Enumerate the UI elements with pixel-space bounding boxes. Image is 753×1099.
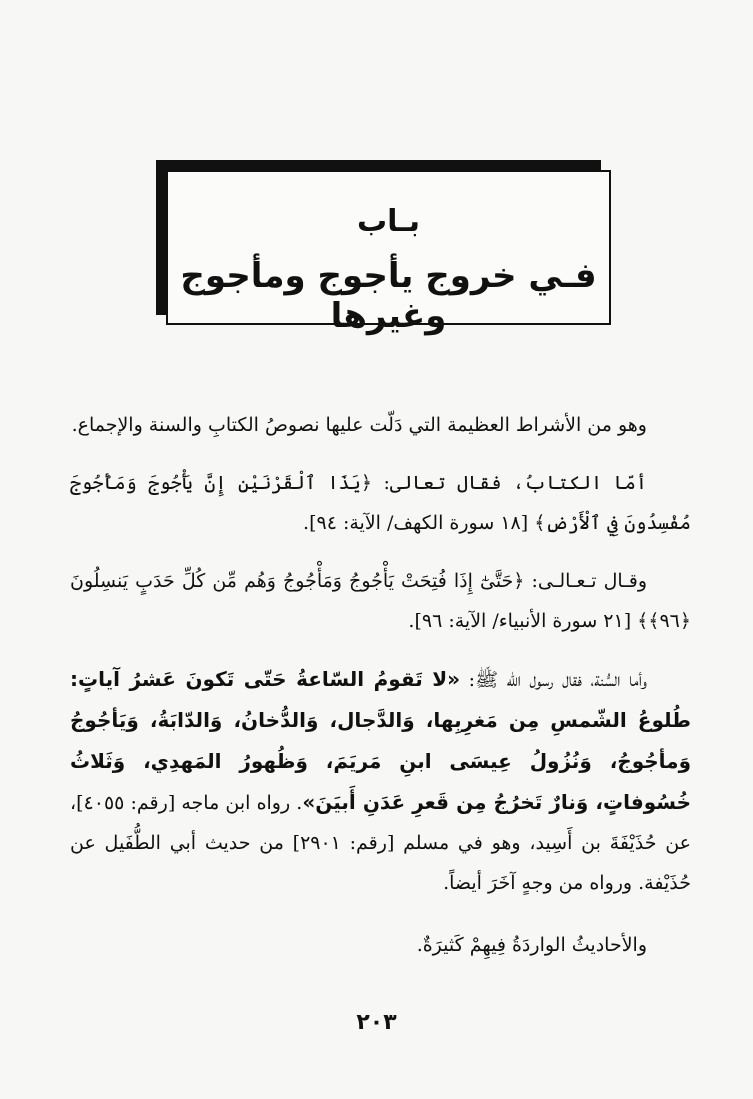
chapter-heading: بـاب — [357, 204, 420, 239]
hadith-text: «لا تَقومُ السّاعةُ حَتّى تَكونَ عَشرُ آياتٍ: طُلوعُ الشّمسِ مِن مَغرِبِها، وَالدَّجال، وَالدُّخانُ، وَالدّابَةُ، وَيَأجُوجُ وَمأجُوجُ، وَنُزُولُ عِيسَى ابنِ مَريَمَ، وَظُهورُ المَهدِي، وَثَلاثُ خُسُوفاتٍ، وَنارٌ تَخرُجُ مِن قَعرِ عَدَنِ أَبيَنَ» — [70, 667, 691, 814]
anbiya-lead: وقـال تـعـالـى: — [524, 570, 648, 592]
kahf-paragraph — [70, 463, 691, 543]
anbiya-paragraph — [70, 561, 691, 641]
hadith-source: . رواه ابن ماجه [رقم: ٤٠٥٥]، عن حُذَيْفَةَ بن أَسِيد، وهو في مسلم [رقم: ٢٩٠١] من حديث أبي الطُّفَيل عن حُذَيْفة. ورواه من وجهٍ آخَرَ أيضاً. — [70, 792, 691, 894]
chapter-title: فـي خروج يأجوج ومأجوج وغيرها — [180, 256, 597, 336]
kahf-verse: ﴿يَذَا ٱلْقَرْنَيْنِ إِنَّ يَأْجُوجَ وَمَأْجُوجَ مُفْسِدُونَ فِي ٱلْأَرْضِ﴾ — [70, 472, 691, 534]
intro-paragraph: وهو من الأشراط العظيمة التي دَلّت عليها نصوصُ الكتابِ والسنة والإجماع. — [71, 414, 647, 436]
closing-paragraph: والأحاديثُ الواردَةُ فِيهِمْ كَثيرَةٌ. — [416, 934, 647, 956]
sunnah-paragraph — [70, 659, 691, 903]
anbiya-verse: ﴿حَتَّىٰٓ إِذَا فُتِحَتْ يَأْجُوجُ وَمَأْجُوجُ وَهُم مِّن كُلِّ حَدَبٍ يَنسِلُونَ ﴿٩٦﴾﴾ — [70, 570, 691, 632]
anbiya-reference: [٢١ سورة الأنبياء/ الآية: ٩٦]. — [408, 610, 638, 632]
kahf-lead: أمّا الكتابُ، فقال تعالى: — [372, 472, 647, 494]
page-number: ٢٠٣ — [356, 1010, 397, 1035]
sunnah-lead: وأما السُّنة، فقال رسول الله ﷺ: — [460, 669, 647, 691]
title-box-frame — [166, 170, 611, 336]
body-text — [70, 405, 691, 983]
chapter-title-box — [156, 160, 611, 336]
kahf-reference: [١٨ سورة الكهف/ الآية: ٩٤]. — [303, 512, 535, 534]
